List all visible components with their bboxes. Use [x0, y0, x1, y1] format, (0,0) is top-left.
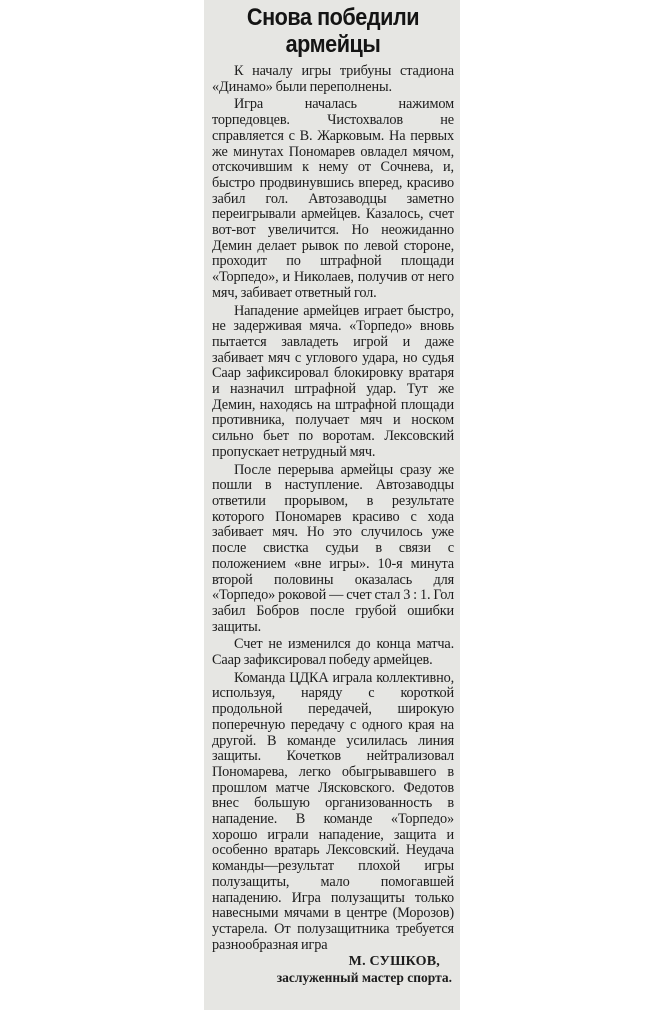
author-title: заслуженный мастер спорта.	[276, 970, 452, 986]
headline-line-1: Снова победили	[246, 4, 420, 31]
paragraph-3: Нападение армейцев играет быстро, не задерживая мяча. «Торпедо» вновь пытается завладеть игрой и даже забивает мяч с углового удара, но судья Саар зафиксировал блокировку вратаря и назначил штрафной удар. Тут же Демин, находясь на штрафной площади противника, получает мяч и носком сильно бьет по воротам. Лексовский пропускает нетрудный мяч.	[212, 302, 454, 460]
newspaper-clipping	[204, 0, 460, 1010]
article-headline	[224, 4, 442, 58]
headline-line-2: армейцы	[285, 31, 381, 58]
paragraph-1: К началу игры трибуны стадиона «Динамо» были переполнены.	[212, 63, 454, 95]
paragraph-4: После перерыва армейцы сразу же пошли в наступление. Автозаводцы ответили прорывом, в результате которого Пономарев красиво с хода забивает мяч. Но это случилось уже после свистка судьи в связи с положением «вне игры». 10-я минута второй половины оказалась для «Торпедо» роковой — счет стал 3 : 1. Гол забил Бобров после грубой ошибки защиты.	[212, 461, 454, 635]
paragraph-5: Счет не изменился до конца матча. Саар зафиксировал победу армейцев.	[212, 636, 454, 669]
author-name: М. СУШКОВ,	[348, 954, 440, 970]
paragraph-6: Команда ЦДКА играла коллективно, используя, наряду с короткой продольной передачей, широкую поперечную передачу с одного края на другой. В команде усилилась линия защиты. Кочетков нейтрализовал Пономарева, легко обыгрывавшего в прошлом матче Лясковского. Федотов внес большую организованность в нападение. В команде «Торпедо» хорошо играли нападение, защита и особенно вратарь Лексовский. Неудача команды—результат плохой игры полузащиты, мало помогавшей нападению. Игра полузащиты только навесными мячами в центре (Морозов) устарела. От полузащитника требуется разнообразная игра	[212, 669, 454, 953]
paragraph-2: Игра началась нажимом торпедовцев. Чистохвалов не справляется с В. Жарковым. На первых же минутах Пономарев овладел мячом, отскочившим к нему от Сочнева, и, быстро продвинувшись вперед, красиво забил гол. Автозаводцы заметно переигрывали армейцев. Казалось, счет вот-вот увеличится. Но неожиданно Демин делает рывок по левой стороне, проходит по штрафной площади «Торпедо», и Николаев, получив от него мяч, забивает ответный гол.	[212, 96, 454, 301]
